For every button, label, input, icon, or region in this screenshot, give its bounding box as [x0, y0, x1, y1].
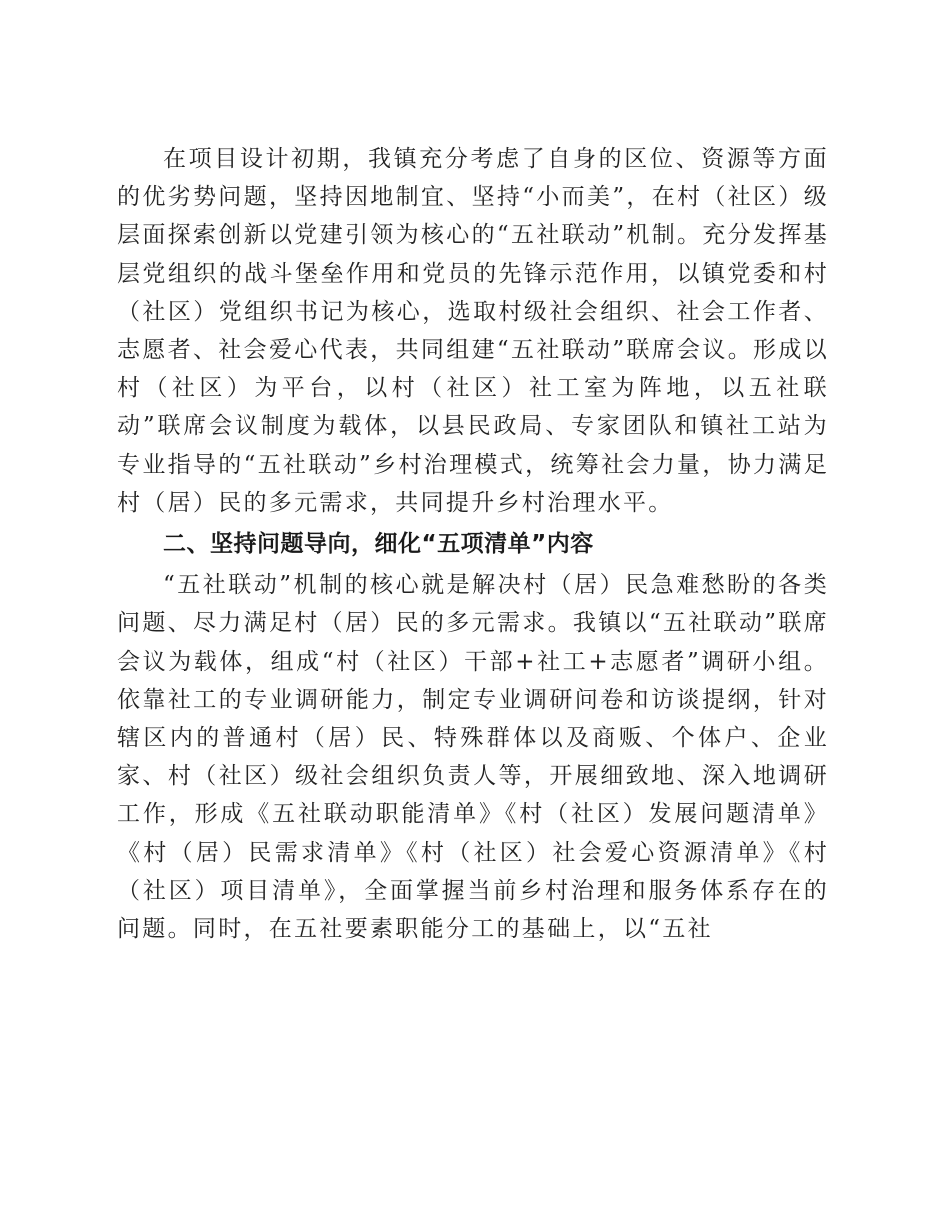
- document-body: [117, 140, 829, 948]
- paragraph-project-design: 在项目设计初期，我镇充分考虑了自身的区位、资源等方面的优劣势问题，坚持因地制宜、坚持“小而美”，在村（社区）级层面探索创新以党建引领为核心的“五社联动”机制。充分发挥基层党组织的战斗堡垒作用和党员的先锋示范作用，以镇党委和村（社区）党组织书记为核心，选取村级社会组织、社会工作者、志愿者、社会爱心代表，共同组建“五社联动”联席会议。形成以村（社区）为平台，以村（社区）社工室为阵地，以五社联动”联席会议制度为载体，以县民政局、专家团队和镇社工站为专业指导的“五社联动”乡村治理模式，统筹社会力量，协力满足村（居）民的多元需求，共同提升乡村治理水平。: [117, 146, 829, 516]
- section-heading-two: 二、坚持问题导向，细化“五项清单”内容: [163, 531, 594, 558]
- paragraph-five-lists: “五社联动”机制的核心就是解决村（居）民急难愁盼的各类问题、尽力满足村（居）民的多元需求。我镇以“五社联动”联席会议为载体，组成“村（社区）干部+社工+志愿者”调研小组。依靠社工的专业调研能力，制定专业调研问卷和访谈提纲，针对辖区内的普通村（居）民、特殊群体以及商贩、个体户、企业家、村（社区）级社会组织负责人等，开展细致地、深入地调研工作，形成《五社联动职能清单》《村（社区）发展问题清单》《村（居）民需求清单》《村（社区）社会爱心资源清单》《村（社区）项目清单》，全面掌握当前乡村治理和服务体系存在的问题。同时，在五社要素职能分工的基础上，以“五社: [117, 572, 829, 943]
